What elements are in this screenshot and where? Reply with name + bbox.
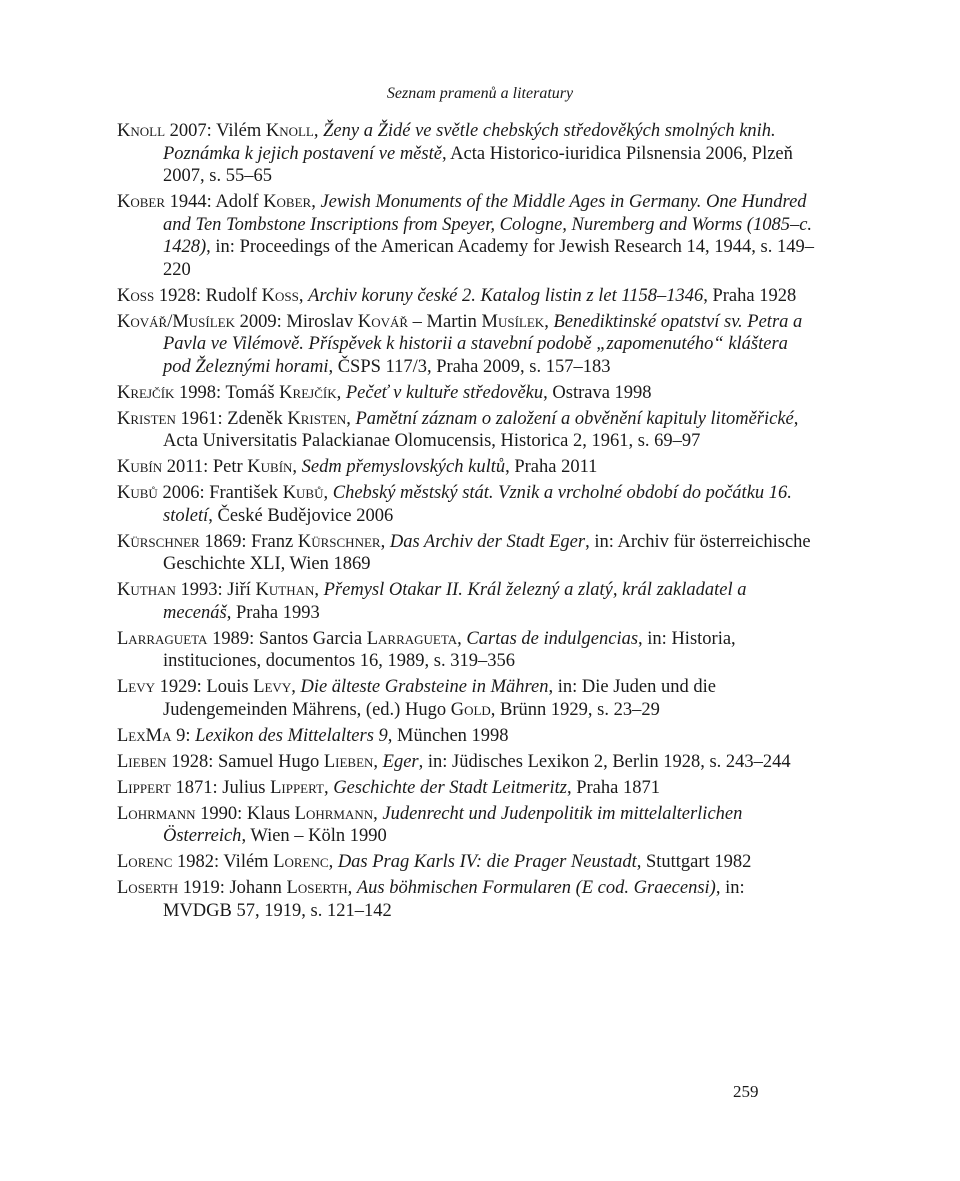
- bibliography-entry: [117, 482, 817, 527]
- author-name: Kubů: [117, 483, 158, 503]
- entry-text: , in: Jüdisches Lexikon 2, Berlin 1928, s. 243–244: [418, 751, 791, 772]
- entry-text: , ČSPS 117/3, Praha 2009, s. 157–183: [328, 356, 611, 377]
- work-title: Jewish Monuments of the Middle Ages in Germany. One Hundred and Ten Tombstone Inscriptions from Speyer, Cologne, Nuremberg and Worms (1085–c. 1428): [163, 192, 813, 257]
- entry-text: , in: MVDGB 57, 1919, s. 121–142: [163, 878, 745, 921]
- author-name: Koss: [261, 285, 299, 306]
- entry-text: – Martin: [408, 311, 482, 332]
- work-title: Archiv koruny české 2. Katalog listin z let 1158–1346: [308, 285, 704, 306]
- author-name: Lieben: [323, 751, 374, 772]
- entry-text: 1944: Adolf: [165, 192, 264, 212]
- entry-text: ,: [311, 192, 321, 212]
- bibliography-entry: [117, 777, 817, 800]
- author-name: Kristen: [117, 408, 176, 429]
- entry-text: 1961: Zdeněk: [175, 408, 288, 429]
- entry-text: 1871: Julius: [170, 777, 271, 798]
- work-title: Die älteste Grabsteine in Mähren: [300, 677, 549, 697]
- work-title: Das Prag Karls IV: die Prager Neustadt: [337, 852, 637, 872]
- author-name: Knoll: [117, 121, 166, 141]
- author-name: Lohrmann: [294, 803, 374, 824]
- bibliography-entry: [117, 531, 817, 576]
- bibliography-entry: [117, 877, 817, 922]
- entry-text: 1928: Rudolf: [154, 285, 262, 306]
- entry-text: 1982: Vilém: [172, 852, 274, 872]
- bibliography-list: [117, 120, 817, 926]
- entry-text: ,: [328, 852, 338, 872]
- entry-text: , in: Historia, instituciones, documentos 16, 1989, s. 319–356: [163, 628, 736, 671]
- bibliography-entry: [117, 311, 817, 379]
- work-title: Pečeť v kultuře středověku: [345, 382, 544, 403]
- entry-text: , Stuttgart 1982: [636, 852, 752, 872]
- entry-text: ,: [292, 457, 302, 477]
- author-name: Kubů: [282, 483, 324, 503]
- author-name: Kubín: [117, 457, 163, 477]
- work-title: Ženy a Židé ve světle chebských středověkých smolných knih. Poznámka k jejich postavení ve městě: [163, 121, 776, 164]
- entry-text: , in: Proceedings of the American Academy for Jewish Research 14, 1944, s. 149–220: [163, 237, 814, 280]
- entry-text: ,: [347, 878, 357, 898]
- author-name: Kubín: [247, 457, 293, 477]
- author-name: Lippert: [117, 777, 171, 798]
- bibliography-entry: [117, 191, 817, 281]
- author-name: Loserth: [117, 878, 179, 898]
- entry-text: , Acta Historico-iuridica Pilsnensia 2006, Plzeň 2007, s. 55–65: [163, 143, 793, 186]
- author-name: Gold: [450, 699, 491, 720]
- work-title: Benediktinské opatství sv. Petra a Pavla ve Vilémově. Příspěvek k historii a stavební podobě „zapomenutého“ kláštera pod Železnými horami: [163, 311, 803, 377]
- work-title: Das Archiv der Stadt Eger: [389, 531, 586, 552]
- entry-text: , Praha 1993: [226, 602, 320, 623]
- author-name: Kober: [117, 192, 166, 212]
- entry-text: 2006: František: [157, 483, 283, 503]
- author-name: Kürschner: [117, 531, 200, 552]
- bibliography-entry: [117, 851, 817, 874]
- entry-text: 1990: Klaus: [195, 803, 295, 824]
- entry-text: ,: [346, 408, 356, 429]
- bibliography-entry: [117, 628, 817, 673]
- bibliography-entry: [117, 579, 817, 624]
- entry-text: 1928: Samuel Hugo: [166, 751, 324, 772]
- work-title: Geschichte der Stadt Leitmeritz: [333, 777, 567, 798]
- entry-text: , Praha 2011: [505, 457, 598, 477]
- work-title: Judenrecht und Judenpolitik im mittelalterlichen Österreich: [163, 803, 743, 846]
- author-name: Krejčík: [279, 382, 337, 403]
- entry-text: , in: Archiv für österreichische Geschichte XLI, Wien 1869: [163, 531, 811, 574]
- author-name: Kürschner: [297, 531, 381, 552]
- entry-text: , Wien – Köln 1990: [241, 826, 387, 846]
- work-title: Sedm přemyslovských kultů: [301, 457, 506, 477]
- page-number: 259: [733, 1082, 759, 1101]
- author-name: Larragueta: [117, 628, 208, 649]
- author-name: Larragueta: [366, 628, 458, 649]
- entry-text: ,: [544, 311, 554, 332]
- author-name: Lippert: [270, 777, 324, 798]
- work-title: Chebský městský stát. Vznik a vrcholné období do počátku 16. století: [163, 483, 792, 526]
- author-name: Levy: [253, 677, 292, 697]
- entry-text: ,: [314, 580, 324, 600]
- work-title: Přemysl Otakar II. Král železný a zlatý, král zakladatel a mecenáš: [163, 580, 747, 623]
- entry-text: 2009: Miroslav: [235, 311, 358, 332]
- bibliography-entry: [117, 725, 817, 748]
- entry-text: , Ostrava 1998: [543, 382, 652, 403]
- author-name: Koss: [117, 285, 155, 306]
- bibliography-entry: [117, 382, 817, 405]
- author-name: Kuthan: [255, 580, 315, 600]
- entry-text: , Brünn 1929, s. 23–29: [490, 699, 660, 720]
- work-title: Eger: [382, 751, 419, 772]
- author-name: Kovář: [357, 311, 409, 332]
- entry-text: ,: [323, 483, 333, 503]
- author-name: LexMa: [117, 725, 172, 746]
- author-name: Musílek: [481, 311, 545, 332]
- work-title: Lexikon des Mittelalters 9: [195, 725, 388, 746]
- work-title: Pamětní záznam o založení a obvěnění kapituly litoměřické: [355, 408, 794, 429]
- entry-text: 1929: Louis: [155, 677, 254, 697]
- entry-text: 1993: Jiří: [175, 580, 256, 600]
- entry-text: ,: [323, 777, 334, 798]
- entry-text: , Praha 1928: [703, 285, 797, 306]
- entry-text: ,: [336, 382, 346, 403]
- author-name: Kovář/Musílek: [117, 311, 236, 332]
- entry-text: ,: [373, 803, 383, 824]
- entry-text: , České Budějovice 2006: [208, 505, 394, 526]
- author-name: Lorenc: [117, 852, 173, 872]
- author-name: Lorenc: [273, 852, 329, 872]
- author-name: Lieben: [117, 751, 167, 772]
- author-name: Lohrmann: [117, 803, 196, 824]
- running-head: Seznam pramenů a literatury: [386, 85, 574, 102]
- author-name: Krejčík: [117, 382, 175, 403]
- author-name: Kuthan: [117, 580, 176, 600]
- entry-text: 2007: Vilém: [165, 121, 266, 141]
- bibliography-entry: [117, 803, 817, 848]
- author-name: Knoll: [265, 121, 314, 141]
- entry-text: ,: [373, 751, 383, 772]
- author-name: Loserth: [286, 878, 348, 898]
- author-name: Kober: [263, 192, 312, 212]
- entry-text: ,: [457, 628, 467, 649]
- author-name: Levy: [117, 677, 156, 697]
- entry-text: 1989: Santos Garcia: [207, 628, 367, 649]
- bibliography-entry: [117, 285, 817, 308]
- entry-text: , Praha 1871: [566, 777, 660, 798]
- entry-text: 1998: Tomáš: [174, 382, 280, 403]
- author-name: Kristen: [287, 408, 347, 429]
- entry-text: 9:: [171, 725, 196, 746]
- entry-text: , München 1998: [387, 725, 509, 746]
- entry-text: 1919: Johann: [178, 878, 287, 898]
- bibliography-entry: [117, 408, 817, 453]
- entry-text: ,: [298, 285, 309, 306]
- entry-text: , in: Die Juden und die Judengemeinden Mährens, (ed.) Hugo: [163, 677, 716, 720]
- work-title: Aus böhmischen Formularen (E cod. Graecensi): [356, 878, 716, 898]
- work-title: Cartas de indulgencias: [466, 628, 639, 649]
- bibliography-entry: [117, 120, 817, 188]
- entry-text: 1869: Franz: [199, 531, 298, 552]
- entry-text: ,: [313, 121, 324, 141]
- entry-text: , Acta Universitatis Palackianae Olomucensis, Historica 2, 1961, s. 69–97: [163, 408, 799, 451]
- bibliography-entry: [117, 676, 817, 721]
- entry-text: 2011: Petr: [162, 457, 248, 477]
- entry-text: ,: [380, 531, 390, 552]
- bibliography-entry: [117, 456, 817, 479]
- entry-text: ,: [291, 677, 301, 697]
- bibliography-entry: [117, 751, 817, 774]
